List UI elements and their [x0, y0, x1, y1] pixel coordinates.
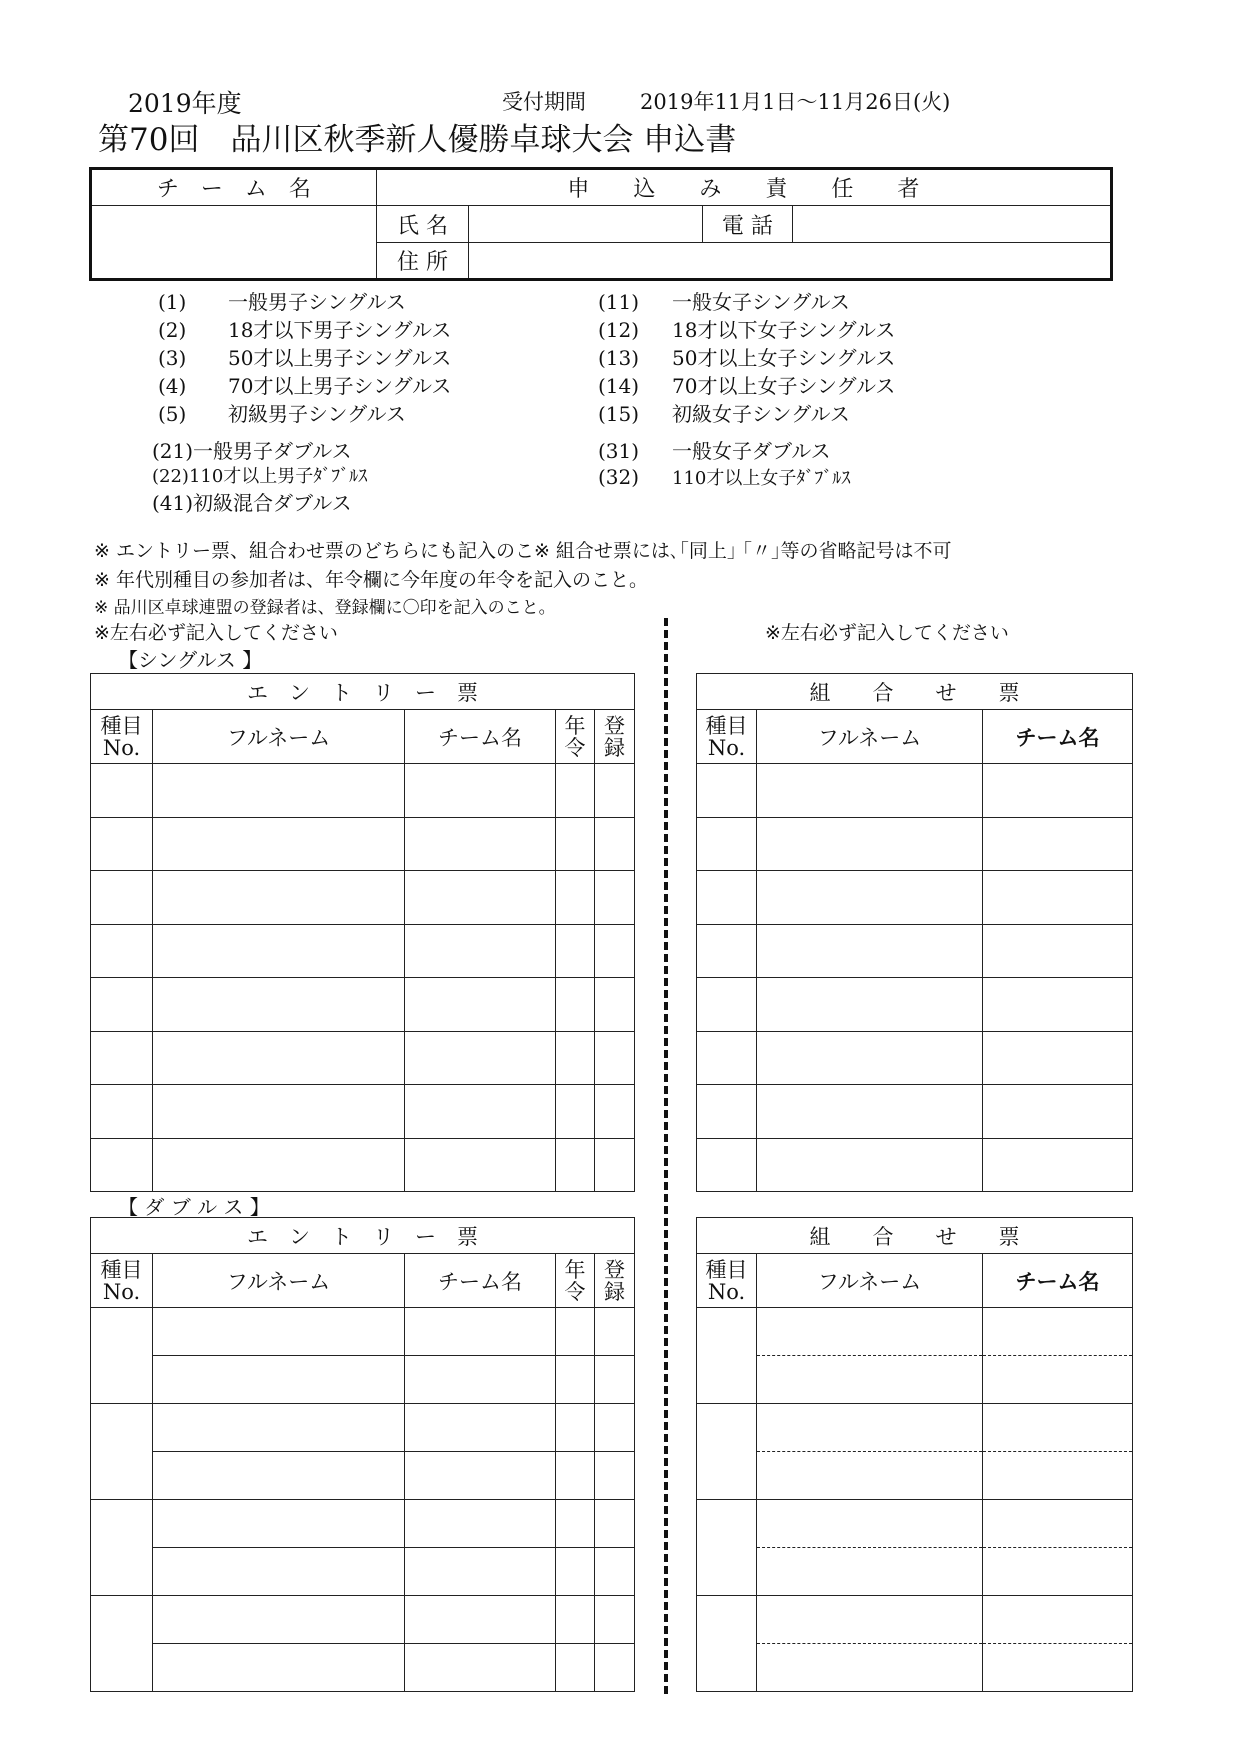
age-cell[interactable]: [556, 1031, 595, 1085]
team-cell[interactable]: [405, 1356, 556, 1404]
event-no-header: 種目 No.: [91, 710, 153, 764]
registered-cell[interactable]: [595, 1644, 635, 1692]
team-cell[interactable]: [983, 871, 1133, 925]
team-cell[interactable]: [983, 1356, 1133, 1404]
event-no-cell[interactable]: [697, 1500, 757, 1596]
fullname-header: フルネーム: [757, 710, 983, 764]
registered-cell[interactable]: [595, 871, 635, 925]
table-row: [697, 817, 1133, 871]
fullname-cell[interactable]: [757, 1548, 983, 1596]
registrant-table: [89, 167, 1113, 281]
event-no-cell[interactable]: [91, 871, 153, 925]
fullname-cell[interactable]: [757, 871, 983, 925]
fullname-cell[interactable]: [757, 1031, 983, 1085]
registered-cell[interactable]: [595, 1085, 635, 1139]
team-cell[interactable]: [983, 1031, 1133, 1085]
team-cell[interactable]: [983, 764, 1133, 818]
team-cell[interactable]: [983, 1548, 1133, 1596]
age-cell[interactable]: [556, 978, 595, 1032]
list-item: (13) 50才以上女子シングルス: [598, 346, 896, 370]
cut-line-divider: [664, 618, 668, 1694]
age-cell[interactable]: [556, 1596, 595, 1644]
entry-table-title: エ ン ト リ ー 票: [91, 674, 635, 710]
page-title: 第70回 品川区秋季新人優勝卓球大会 申込書: [98, 122, 737, 158]
team-cell[interactable]: [405, 1548, 556, 1596]
fullname-cell[interactable]: [153, 1138, 405, 1192]
list-item: (2) 18才以下男子シングルス: [158, 318, 452, 342]
fullname-cell[interactable]: [757, 1500, 983, 1548]
event-no-cell[interactable]: [697, 1138, 757, 1192]
table-row: [697, 871, 1133, 925]
list-item: (11) 一般女子シングルス: [598, 290, 850, 314]
fullname-cell[interactable]: [153, 871, 405, 925]
note-3: ※ 品川区卓球連盟の登録者は、登録欄に〇印を記入のこと。: [94, 598, 556, 618]
table-row: [697, 1085, 1133, 1139]
team-cell[interactable]: [405, 1308, 556, 1356]
table-row: [697, 1548, 1133, 1596]
list-item: (32) 110才以上女子ﾀﾞﾌﾞﾙｽ: [598, 465, 851, 489]
table-row: [91, 1356, 635, 1404]
table-row: [697, 1356, 1133, 1404]
fullname-cell[interactable]: [757, 1138, 983, 1192]
list-item: (4) 70才以上男子シングルス: [158, 374, 452, 398]
registered-cell[interactable]: [595, 1596, 635, 1644]
team-cell[interactable]: [983, 1596, 1133, 1644]
event-no-cell[interactable]: [697, 978, 757, 1032]
age-header: 年 令: [556, 1254, 595, 1308]
event-no-header: 種目 No.: [697, 1254, 757, 1308]
list-item: (1) 一般男子シングルス: [158, 290, 406, 314]
team-cell[interactable]: [405, 1500, 556, 1548]
table-row: [697, 764, 1133, 818]
singles-section-label: 【シングルス 】: [118, 648, 263, 672]
team-name-header: チーム名: [983, 710, 1133, 764]
registered-cell[interactable]: [595, 817, 635, 871]
fullname-header: フルネーム: [153, 1254, 405, 1308]
team-cell[interactable]: [405, 978, 556, 1032]
list-item: (5) 初級男子シングルス: [158, 402, 406, 426]
team-cell[interactable]: [983, 1138, 1133, 1192]
team-cell[interactable]: [405, 1596, 556, 1644]
phone-field[interactable]: [793, 206, 1112, 243]
age-cell[interactable]: [556, 1085, 595, 1139]
age-cell[interactable]: [556, 1452, 595, 1500]
team-name-header: チーム名: [405, 710, 556, 764]
fullname-cell[interactable]: [153, 1452, 405, 1500]
table-row: [91, 1548, 635, 1596]
doubles-pairing-table: [696, 1217, 1133, 1692]
fullname-cell[interactable]: [757, 924, 983, 978]
table-row: [91, 1452, 635, 1500]
registered-cell[interactable]: [595, 1452, 635, 1500]
event-no-cell[interactable]: [697, 1404, 757, 1500]
instruction-right: ※左右必ず記入してください: [765, 622, 1009, 644]
registered-cell[interactable]: [595, 978, 635, 1032]
table-row: [697, 1452, 1133, 1500]
category-list-left: [158, 288, 451, 428]
instruction-left: ※左右必ず記入してください: [94, 622, 338, 644]
registered-cell[interactable]: [595, 1500, 635, 1548]
table-row: [697, 1644, 1133, 1692]
team-cell[interactable]: [983, 817, 1133, 871]
event-no-cell[interactable]: [697, 764, 757, 818]
event-no-cell[interactable]: [91, 1404, 153, 1500]
event-no-cell[interactable]: [91, 1138, 153, 1192]
team-cell[interactable]: [405, 1031, 556, 1085]
fullname-cell[interactable]: [757, 1596, 983, 1644]
age-cell[interactable]: [556, 1308, 595, 1356]
list-item: (41)初級混合ダブルス: [152, 491, 352, 515]
age-cell[interactable]: [556, 871, 595, 925]
category-list-right: [598, 288, 895, 428]
note-1: ※ エントリー票、組合わせ票のどちらにも記入のこ※ 組合せ票には､｢同上｣ ｢〃｣等の省略記号は不可: [94, 540, 952, 562]
team-cell[interactable]: [405, 871, 556, 925]
fullname-cell[interactable]: [757, 1085, 983, 1139]
team-name-header: チーム名: [983, 1254, 1133, 1308]
table-row: [91, 978, 635, 1032]
doubles-list-right: [598, 438, 850, 492]
table-row: [91, 871, 635, 925]
fullname-cell[interactable]: [153, 1308, 405, 1356]
event-no-cell[interactable]: [91, 924, 153, 978]
team-cell[interactable]: [405, 764, 556, 818]
registered-cell[interactable]: [595, 1031, 635, 1085]
registered-cell[interactable]: [595, 1548, 635, 1596]
name-label: 氏 名: [376, 206, 468, 243]
entry-table-title: エ ン ト リ ー 票: [91, 1218, 635, 1254]
fullname-cell[interactable]: [153, 924, 405, 978]
fullname-cell[interactable]: [153, 1031, 405, 1085]
event-no-cell[interactable]: [91, 1500, 153, 1596]
age-cell[interactable]: [556, 817, 595, 871]
fullname-cell[interactable]: [153, 1644, 405, 1692]
table-row: [91, 1031, 635, 1085]
table-row: [91, 1644, 635, 1692]
age-cell[interactable]: [556, 1644, 595, 1692]
fullname-cell[interactable]: [153, 1356, 405, 1404]
event-no-cell[interactable]: [91, 1085, 153, 1139]
team-name-header: チ ー ム 名: [91, 169, 377, 206]
list-item: (22)110才以上男子ﾀﾞﾌﾞﾙｽ: [152, 466, 368, 487]
team-name-field[interactable]: [91, 206, 377, 280]
team-cell[interactable]: [983, 1452, 1133, 1500]
fullname-cell[interactable]: [153, 978, 405, 1032]
team-name-header: チーム名: [405, 1254, 556, 1308]
singles-entry-table: [90, 673, 635, 1192]
team-cell[interactable]: [405, 1644, 556, 1692]
age-cell[interactable]: [556, 1548, 595, 1596]
event-no-cell[interactable]: [91, 1596, 153, 1692]
event-no-cell[interactable]: [91, 764, 153, 818]
fullname-cell[interactable]: [153, 1404, 405, 1452]
list-item: (12) 18才以下女子シングルス: [598, 318, 896, 342]
fullname-cell[interactable]: [153, 1500, 405, 1548]
fullname-cell[interactable]: [153, 1085, 405, 1139]
event-no-header: 種目 No.: [91, 1254, 153, 1308]
team-cell[interactable]: [405, 817, 556, 871]
team-cell[interactable]: [983, 1500, 1133, 1548]
event-no-cell[interactable]: [697, 924, 757, 978]
registered-header: 登 録: [595, 710, 635, 764]
address-label: 住 所: [376, 243, 468, 280]
table-row: [697, 1596, 1133, 1644]
fullname-cell[interactable]: [153, 817, 405, 871]
table-row: [697, 1031, 1133, 1085]
fullname-cell[interactable]: [757, 1404, 983, 1452]
event-no-cell[interactable]: [697, 1596, 757, 1692]
team-cell[interactable]: [983, 924, 1133, 978]
table-row: [91, 1138, 635, 1192]
team-cell[interactable]: [983, 1644, 1133, 1692]
event-no-cell[interactable]: [697, 871, 757, 925]
pairing-table-title: 組 合 せ 票: [697, 674, 1133, 710]
table-row: [697, 1500, 1133, 1548]
fullname-cell[interactable]: [757, 978, 983, 1032]
address-field[interactable]: [469, 243, 1112, 280]
list-item: (15) 初級女子シングルス: [598, 402, 850, 426]
event-no-cell[interactable]: [91, 817, 153, 871]
age-cell[interactable]: [556, 1138, 595, 1192]
event-no-cell[interactable]: [697, 1031, 757, 1085]
table-row: [697, 1404, 1133, 1452]
responsible-person-header: 申 込 み 責 任 者: [376, 169, 1111, 206]
doubles-list-left: [152, 438, 367, 516]
registered-cell[interactable]: [595, 764, 635, 818]
team-cell[interactable]: [405, 1404, 556, 1452]
table-row: [91, 1596, 635, 1644]
registered-cell[interactable]: [595, 1138, 635, 1192]
fullname-cell[interactable]: [153, 1548, 405, 1596]
event-no-cell[interactable]: [91, 1031, 153, 1085]
team-cell[interactable]: [405, 924, 556, 978]
age-cell[interactable]: [556, 1404, 595, 1452]
fullname-header: フルネーム: [757, 1254, 983, 1308]
team-cell[interactable]: [405, 1138, 556, 1192]
event-no-cell[interactable]: [91, 1308, 153, 1404]
event-no-cell[interactable]: [697, 1308, 757, 1404]
fullname-header: フルネーム: [153, 710, 405, 764]
fullname-cell[interactable]: [757, 1644, 983, 1692]
period-value: 2019年11月1日～11月26日(火): [640, 90, 951, 114]
fullname-cell[interactable]: [757, 817, 983, 871]
doubles-section-label: 【 ダ ブ ル ス 】: [118, 1195, 270, 1219]
table-row: [91, 1500, 635, 1548]
list-item: (14) 70才以上女子シングルス: [598, 374, 896, 398]
age-cell[interactable]: [556, 1356, 595, 1404]
table-row: [91, 1308, 635, 1356]
age-cell[interactable]: [556, 924, 595, 978]
table-row: [697, 1138, 1133, 1192]
table-row: [697, 978, 1133, 1032]
table-row: [91, 924, 635, 978]
registered-cell[interactable]: [595, 1356, 635, 1404]
period-label: 受付期間: [502, 90, 586, 114]
table-row: [91, 817, 635, 871]
doubles-entry-table: [90, 1217, 635, 1692]
fullname-cell[interactable]: [153, 1596, 405, 1644]
list-item: (31) 一般女子ダブルス: [598, 439, 831, 463]
list-item: (21)一般男子ダブルス: [152, 439, 352, 463]
table-row: [697, 1308, 1133, 1356]
table-row: [91, 1085, 635, 1139]
age-cell[interactable]: [556, 764, 595, 818]
note-2: ※ 年代別種目の参加者は、年令欄に今年度の年令を記入のこと。: [94, 569, 648, 591]
fullname-cell[interactable]: [153, 764, 405, 818]
fullname-cell[interactable]: [757, 764, 983, 818]
fullname-cell[interactable]: [757, 1452, 983, 1500]
registered-cell[interactable]: [595, 1404, 635, 1452]
registered-cell[interactable]: [595, 1308, 635, 1356]
age-header: 年 令: [556, 710, 595, 764]
registered-header: 登 録: [595, 1254, 635, 1308]
fiscal-year: 2019年度: [128, 89, 242, 118]
singles-pairing-table: [696, 673, 1133, 1192]
event-no-cell[interactable]: [697, 817, 757, 871]
list-item: (3) 50才以上男子シングルス: [158, 346, 452, 370]
team-cell[interactable]: [983, 1404, 1133, 1452]
age-cell[interactable]: [556, 1500, 595, 1548]
event-no-header: 種目 No.: [697, 710, 757, 764]
table-row: [91, 764, 635, 818]
event-no-cell[interactable]: [697, 1085, 757, 1139]
pairing-table-title: 組 合 せ 票: [697, 1218, 1133, 1254]
team-cell[interactable]: [405, 1452, 556, 1500]
fullname-cell[interactable]: [757, 1308, 983, 1356]
team-cell[interactable]: [983, 978, 1133, 1032]
registered-cell[interactable]: [595, 924, 635, 978]
fullname-cell[interactable]: [757, 1356, 983, 1404]
phone-label: 電 話: [702, 206, 792, 243]
table-row: [697, 924, 1133, 978]
team-cell[interactable]: [983, 1085, 1133, 1139]
team-cell[interactable]: [405, 1085, 556, 1139]
event-no-cell[interactable]: [91, 978, 153, 1032]
table-row: [91, 1404, 635, 1452]
name-field[interactable]: [469, 206, 703, 243]
team-cell[interactable]: [983, 1308, 1133, 1356]
